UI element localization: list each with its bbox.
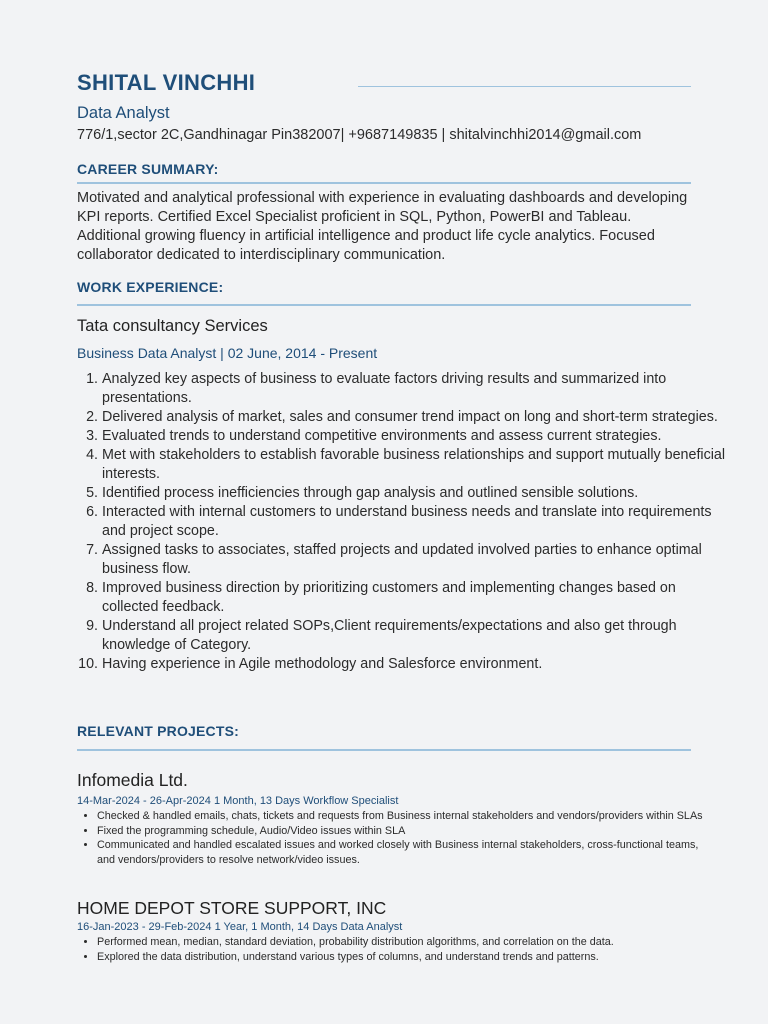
work-experience-rule bbox=[77, 304, 691, 306]
project-bullet: • Explored the data distribution, understand various types of columns, and understand trends and patterns. bbox=[97, 950, 712, 965]
experience-duties-list bbox=[77, 370, 727, 674]
career-summary-rule bbox=[77, 182, 691, 184]
project-bullet: • Performed mean, median, standard deviation, probability distribution algorithms, and correlation on the data. bbox=[97, 935, 712, 950]
project-company: HOME DEPOT STORE SUPPORT, INC bbox=[77, 898, 387, 918]
duty-item: 7. Assigned tasks to associates, staffed projects and updated involved parties to enhance optimal business flow. bbox=[102, 541, 727, 579]
candidate-role: Data Analyst bbox=[77, 104, 170, 122]
contact-line: 776/1,sector 2C,Gandhinagar Pin382007| +9687149835 | shitalvinchhi2014@gmail.com bbox=[77, 127, 642, 143]
project-meta: 14-Mar-2024 - 26-Apr-2024 1 Month, 13 Days Workflow Specialist bbox=[77, 795, 399, 807]
experience-job-line: Business Data Analyst | 02 June, 2014 - Present bbox=[77, 345, 378, 361]
relevant-projects-heading: RELEVANT PROJECTS: bbox=[77, 723, 240, 739]
duty-item: 3. Evaluated trends to understand competitive environments and assess current strategies. bbox=[102, 427, 727, 446]
work-experience-heading: WORK EXPERIENCE: bbox=[77, 279, 224, 295]
project-bullet: • Fixed the programming schedule, Audio/Video issues within SLA bbox=[97, 824, 712, 839]
duty-item: 10. Having experience in Agile methodology and Salesforce environment. bbox=[102, 655, 727, 674]
header-rule bbox=[358, 86, 691, 87]
career-summary-text: Motivated and analytical professional with experience in evaluating dashboards and developing KPI reports. Certified Excel Specialist proficient in SQL, Python, PowerBI and Tableau. Additional growing fluency in artificial intelligence and product life cycle analytics. Focused collaborator dedicated to interdisciplinary communication. bbox=[77, 190, 688, 263]
project-meta: 16-Jan-2023 - 29-Feb-2024 1 Year, 1 Month, 14 Days Data Analyst bbox=[77, 921, 403, 933]
project-bullets bbox=[77, 809, 712, 867]
duty-item: 4. Met with stakeholders to establish favorable business relationships and support mutually beneficial interests. bbox=[102, 446, 727, 484]
candidate-name: SHITAL VINCHHI bbox=[77, 70, 256, 95]
duty-item: 8. Improved business direction by prioritizing customers and implementing changes based on collected feedback. bbox=[102, 579, 727, 617]
relevant-projects-rule bbox=[77, 749, 691, 751]
duty-item: 6. Interacted with internal customers to understand business needs and translate into requirements and project scope. bbox=[102, 503, 727, 541]
duty-item: 9. Understand all project related SOPs,Client requirements/expectations and also get through knowledge of Category. bbox=[102, 617, 727, 655]
experience-company: Tata consultancy Services bbox=[77, 317, 268, 335]
project-bullets bbox=[77, 935, 712, 964]
project-bullet: • Communicated and handled escalated issues and worked closely with Business internal stakeholders, cross-functional teams, and vendors/providers to resolve network/video issues. bbox=[97, 838, 712, 867]
project-company: Infomedia Ltd. bbox=[77, 770, 188, 790]
duty-item: 2. Delivered analysis of market, sales and consumer trend impact on long and short-term strategies. bbox=[102, 408, 727, 427]
project-bullet: • Checked & handled emails, chats, tickets and requests from Business internal stakeholders and vendors/providers within SLAs bbox=[97, 809, 712, 824]
duty-item: 1. Analyzed key aspects of business to evaluate factors driving results and summarized into presentations. bbox=[102, 370, 727, 408]
career-summary-heading: CAREER SUMMARY: bbox=[77, 161, 219, 177]
duty-item: 5. Identified process inefficiencies through gap analysis and outlined sensible solutions. bbox=[102, 484, 727, 503]
